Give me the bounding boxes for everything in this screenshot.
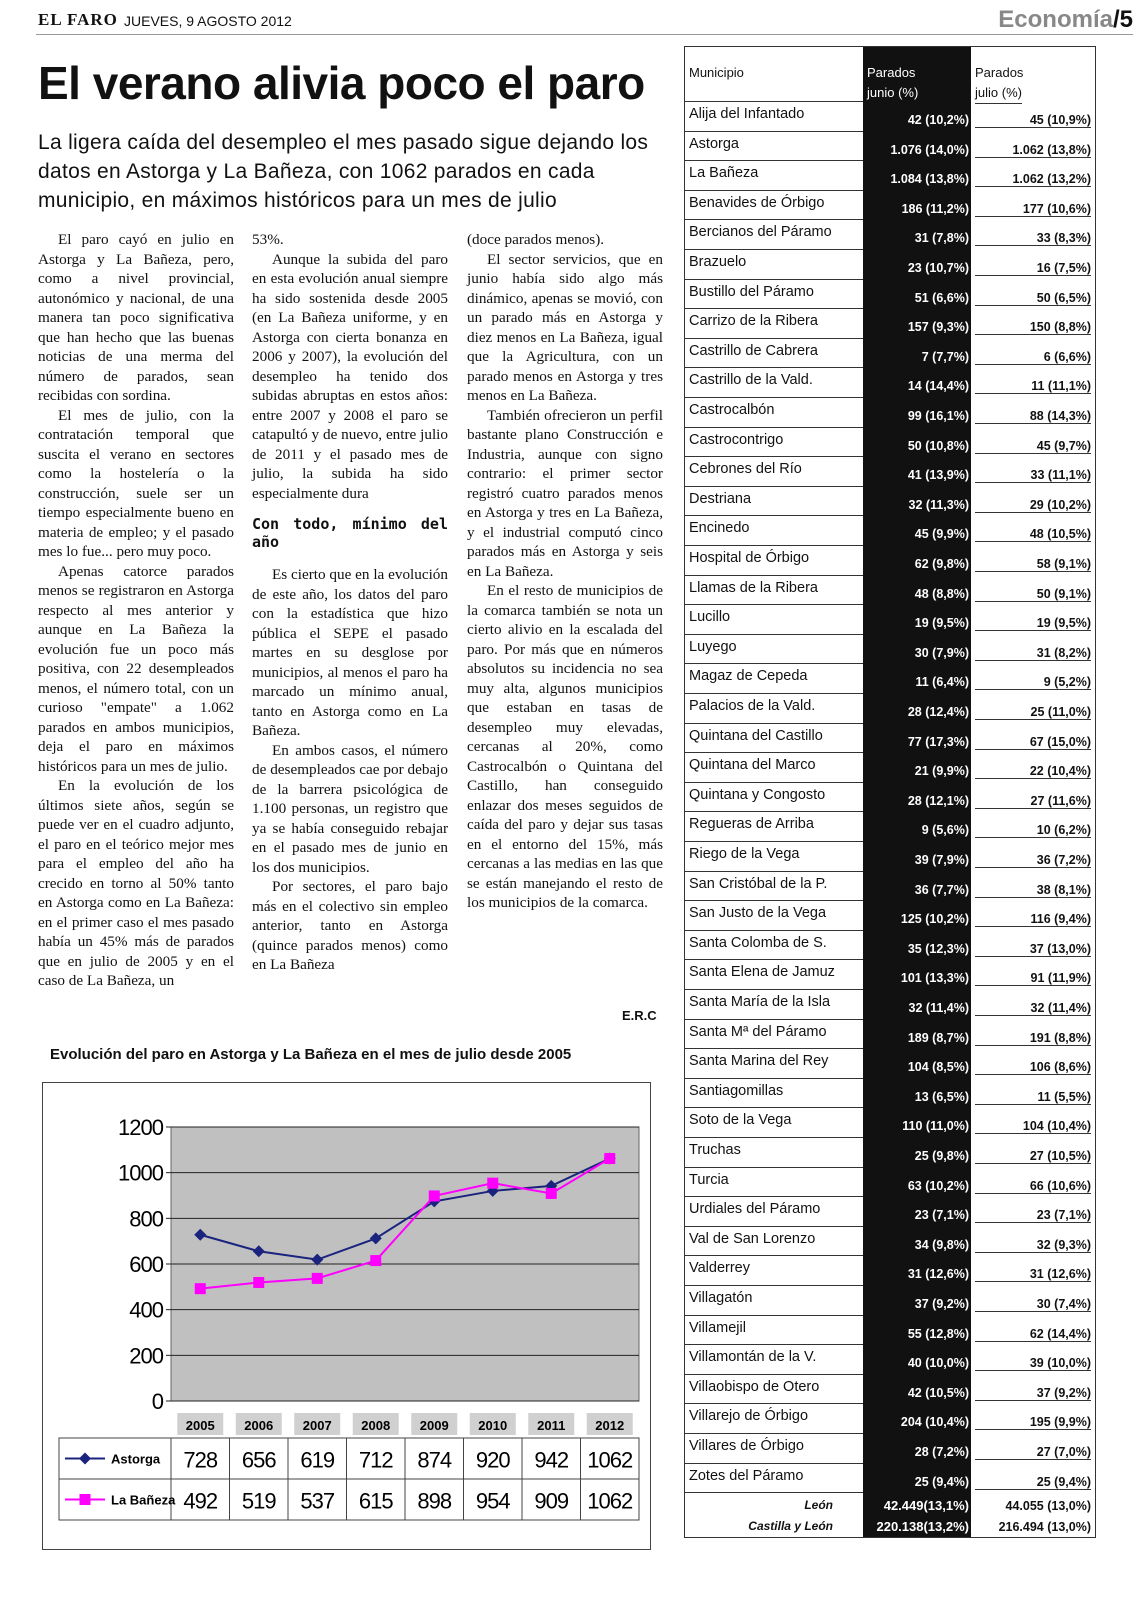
july-value: 45 (10,9%) bbox=[975, 113, 1091, 128]
legend-marker-labaneza bbox=[80, 1494, 91, 1505]
table-row bbox=[685, 456, 1095, 486]
y-tick-label: 1200 bbox=[118, 1115, 163, 1140]
june-value: 77 (17,3%) bbox=[907, 734, 969, 749]
data-point-labaneza bbox=[487, 1178, 498, 1189]
july-value: 66 (10,6%) bbox=[975, 1179, 1091, 1194]
table-row bbox=[685, 871, 1095, 901]
june-value: 32 (11,3%) bbox=[908, 497, 969, 512]
municipality-name: Lucillo bbox=[689, 609, 731, 626]
june-value: 25 (9,8%) bbox=[914, 1149, 969, 1163]
june-value: 1.084 (13,8%) bbox=[890, 172, 969, 187]
paragraph: 53%. bbox=[252, 231, 284, 248]
july-value: 195 (9,9%) bbox=[975, 1415, 1091, 1430]
table-row bbox=[685, 1137, 1095, 1167]
municipality-name: Villamontán de la V. bbox=[689, 1349, 817, 1366]
header-municipio: Municipio bbox=[689, 65, 744, 80]
municipality-name: Soto de la Vega bbox=[689, 1112, 792, 1129]
july-value: 9 (5,2%) bbox=[975, 675, 1091, 690]
july-value: 177 (10,6%) bbox=[975, 202, 1091, 217]
june-value: 13 (6,5%) bbox=[914, 1089, 969, 1104]
june-value: 41 (13,9%) bbox=[907, 468, 969, 483]
legend-marker-astorga bbox=[79, 1453, 91, 1465]
july-value: 1.062 (13,2%) bbox=[975, 172, 1091, 187]
line-chart bbox=[42, 1082, 651, 1550]
table-row bbox=[685, 131, 1095, 161]
table-row bbox=[685, 545, 1095, 575]
paragraph: En el resto de municipios de la comarca también se nota un cierto alivio en la escalada del paro. Por más que en números absolutos su incidencia no sea muy alta, algunos municipios que estaban en tasas de desempleo muy elevadas, cercanas al 20%, como Castrocalbón o Quintana del Castillo, han conseguido enlazar dos meses seguidos de caída del paro y dejar sus tasas en el entorno del 15%, más cercanas a las medias en las que se están manejando el resto de los municipios de la comarca. bbox=[467, 582, 663, 911]
article-column-3 bbox=[467, 230, 663, 913]
table-row bbox=[685, 811, 1095, 841]
june-value: 40 (10,0%) bbox=[907, 1356, 969, 1371]
x-tick-label: 2006 bbox=[244, 1418, 274, 1433]
x-tick-label: 2008 bbox=[361, 1418, 391, 1433]
municipality-name: Llamas de la Ribera bbox=[689, 579, 818, 596]
july-value: 16 (7,5%) bbox=[975, 261, 1091, 276]
july-value: 32 (11,4%) bbox=[975, 1001, 1091, 1016]
municipality-name: San Cristóbal de la P. bbox=[689, 875, 828, 892]
table-row bbox=[685, 1226, 1095, 1256]
july-value: 106 (8,6%) bbox=[975, 1060, 1091, 1075]
data-label: 619 bbox=[300, 1447, 335, 1473]
municipality-name: Villamejil bbox=[689, 1319, 746, 1336]
municipality-name: Riego de la Vega bbox=[689, 846, 800, 862]
municipality-name: Santa Mª del Páramo bbox=[689, 1023, 827, 1040]
july-value: 27 (7,0%) bbox=[975, 1445, 1091, 1460]
data-point-labaneza bbox=[429, 1190, 440, 1201]
july-value: 88 (14,3%) bbox=[975, 409, 1091, 424]
municipality-name: Palacios de la Vald. bbox=[689, 698, 816, 714]
newspaper-name: EL FARO bbox=[38, 10, 118, 29]
july-value: 91 (11,9%) bbox=[975, 971, 1091, 986]
july-value: 31 (12,6%) bbox=[975, 1267, 1091, 1282]
y-tick-label: 800 bbox=[129, 1206, 163, 1232]
july-value: 104 (10,4%) bbox=[975, 1119, 1091, 1134]
june-value: 11 (6,4%) bbox=[915, 675, 969, 690]
june-value: 25 (9,4%) bbox=[914, 1474, 969, 1489]
table-row bbox=[685, 1107, 1095, 1137]
table-row bbox=[685, 575, 1095, 605]
july-value: 6 (6,6%) bbox=[975, 350, 1091, 365]
municipality-name: Santa María de la Isla bbox=[689, 994, 831, 1010]
municipality-name: Valderrey bbox=[689, 1260, 750, 1277]
july-value: 1.062 (13,8%) bbox=[975, 143, 1091, 158]
june-value: 34 (9,8%) bbox=[914, 1237, 969, 1252]
june-value: 39 (7,9%) bbox=[914, 853, 969, 867]
table-row bbox=[685, 930, 1095, 960]
total-july-value: 44.055 (13,0%) bbox=[1005, 1499, 1091, 1514]
june-value: 37 (9,2%) bbox=[914, 1297, 969, 1311]
table-row bbox=[685, 693, 1095, 723]
table-row bbox=[685, 397, 1095, 427]
y-tick-label: 200 bbox=[129, 1343, 163, 1369]
municipality-name: Alija del Infantado bbox=[689, 106, 805, 122]
municipality-name: Castrillo de Cabrera bbox=[689, 342, 818, 359]
july-value: 36 (7,2%) bbox=[975, 853, 1091, 868]
author-signature: E.R.C bbox=[622, 1008, 657, 1023]
total-june-value: 42.449(13,1%) bbox=[883, 1498, 969, 1514]
paragraph: Es cierto que en la evolución de este año, los datos del paro con la estadística que hizo pública el SEPE el pasado martes en su desglose por municipios, al menos el paro ha marcado un mínimo anual, tanto en Astorga como en La Bañeza. bbox=[252, 566, 448, 739]
june-value: 50 (10,8%) bbox=[907, 438, 969, 453]
data-label: 728 bbox=[183, 1447, 218, 1473]
municipality-name: Santa Colomba de S. bbox=[689, 934, 827, 951]
table-row bbox=[685, 752, 1095, 782]
header-junio bbox=[867, 63, 918, 103]
june-value: 23 (10,7%) bbox=[907, 261, 969, 275]
june-value: 104 (8,5%) bbox=[907, 1060, 969, 1075]
municipality-name: Villaobispo de Otero bbox=[689, 1378, 820, 1395]
y-tick-label: 600 bbox=[129, 1252, 163, 1277]
june-value: 42 (10,5%) bbox=[907, 1385, 969, 1400]
municipality-name: Zotes del Páramo bbox=[689, 1467, 804, 1484]
june-value: 32 (11,4%) bbox=[908, 1001, 969, 1015]
total-june-value: 220.138(13,2%) bbox=[876, 1519, 969, 1535]
june-value: 36 (7,7%) bbox=[914, 882, 969, 897]
june-value: 21 (9,9%) bbox=[914, 764, 969, 779]
municipality-name: Quintana y Congosto bbox=[689, 786, 826, 803]
data-label: 898 bbox=[417, 1488, 452, 1514]
section-name: Economía bbox=[998, 6, 1113, 33]
x-tick-label: 2009 bbox=[419, 1418, 449, 1433]
total-july-value: 216.494 (13,0%) bbox=[998, 1520, 1091, 1535]
municipality-name: Cebrones del Río bbox=[689, 461, 802, 478]
municipality-name: Castrocontrigo bbox=[689, 431, 784, 448]
header-julio bbox=[975, 63, 1023, 104]
municipality-name: Benavides de Órbigo bbox=[689, 194, 825, 211]
table-row bbox=[685, 1019, 1095, 1049]
table-row bbox=[685, 249, 1095, 279]
y-tick-label: 1000 bbox=[118, 1160, 163, 1186]
unemployment-table bbox=[684, 46, 1096, 1538]
table-row bbox=[685, 1433, 1095, 1463]
july-value: 58 (9,1%) bbox=[975, 557, 1091, 572]
municipality-name: Turcia bbox=[689, 1171, 729, 1188]
paragraph: También ofrecieron un perfil bastante plano Construcción e Industria, aunque con signo contrario: el primer sector registró cuatro parados menos en Astorga y tres en La Bañeza, y el industrial computó cinco parados más en Astorga y seis en La Bañeza. bbox=[467, 406, 663, 580]
header-junio-line1: Parados bbox=[867, 65, 916, 80]
data-label: 920 bbox=[475, 1447, 510, 1473]
july-value: 50 (6,5%) bbox=[975, 291, 1091, 306]
june-value: 42 (10,2%) bbox=[907, 113, 969, 127]
header-rule bbox=[36, 34, 1133, 35]
y-tick-label: 400 bbox=[129, 1297, 163, 1323]
data-point-labaneza bbox=[546, 1188, 557, 1199]
july-value: 39 (10,0%) bbox=[975, 1356, 1091, 1371]
table-row bbox=[685, 1344, 1095, 1374]
table-row bbox=[685, 1196, 1095, 1226]
municipality-name: Villares de Órbigo bbox=[689, 1438, 804, 1454]
july-value: 37 (13,0%) bbox=[975, 942, 1091, 957]
municipality-name: San Justo de la Vega bbox=[689, 905, 827, 922]
table-row bbox=[685, 1463, 1095, 1493]
table-row bbox=[685, 101, 1095, 131]
issue-date: JUEVES, 9 AGOSTO 2012 bbox=[124, 13, 292, 29]
july-value: 27 (11,6%) bbox=[975, 794, 1091, 809]
table-row bbox=[685, 219, 1095, 249]
municipality-name: Truchas bbox=[689, 1142, 741, 1158]
table-row bbox=[685, 1285, 1095, 1315]
table-row bbox=[685, 367, 1095, 397]
data-label: 874 bbox=[417, 1447, 452, 1473]
july-value: 150 (8,8%) bbox=[975, 320, 1091, 335]
municipality-name: Santa Elena de Jamuz bbox=[689, 964, 835, 981]
data-point-labaneza bbox=[195, 1283, 206, 1294]
june-value: 45 (9,9%) bbox=[914, 527, 969, 542]
article-column-1 bbox=[38, 230, 234, 991]
june-value: 31 (12,6%) bbox=[907, 1267, 969, 1282]
municipality-name: Santa Marina del Rey bbox=[689, 1053, 829, 1070]
july-value: 38 (8,1%) bbox=[975, 883, 1091, 898]
paragraph: Por sectores, el paro bajo más en el colectivo sin empleo anterior, tanto en Astorga (quince parados menos) como en La Bañeza bbox=[252, 878, 448, 973]
table-row bbox=[685, 1374, 1095, 1404]
total-label: Castilla y León bbox=[748, 1519, 833, 1534]
june-value: 31 (7,8%) bbox=[914, 231, 969, 246]
table-row bbox=[685, 515, 1095, 545]
paragraph: Apenas catorce parados menos se registraron en Astorga respecto al mes anterior y aunque en La Bañeza la evolución fue un poco más positiva, con 22 desempleados menos, el número total, con un curioso "empate" a 1.062 parados en ambos municipios, deja el paro en máximos históricos para un mes de julio. bbox=[38, 562, 234, 775]
header-julio-line1: Parados bbox=[975, 65, 1024, 80]
section-label bbox=[998, 6, 1133, 34]
data-label: 909 bbox=[534, 1488, 569, 1514]
july-value: 29 (10,2%) bbox=[975, 498, 1091, 513]
article-subtitle: La ligera caída del desempleo el mes pasado sigue dejando los datos en Astorga y La Bañeza, con 1062 parados en cada municipio, en máximos históricos para un mes de julio bbox=[38, 131, 649, 212]
municipality-name: Castrocalbón bbox=[689, 402, 775, 418]
table-row bbox=[685, 900, 1095, 930]
july-value: 48 (10,5%) bbox=[975, 527, 1091, 542]
july-value: 31 (8,2%) bbox=[975, 646, 1091, 661]
data-label: 519 bbox=[241, 1488, 276, 1514]
y-tick-label: 0 bbox=[151, 1389, 163, 1414]
table-row bbox=[685, 1078, 1095, 1108]
municipality-name: Carrizo de la Ribera bbox=[689, 313, 818, 330]
municipality-name: Destriana bbox=[689, 490, 752, 507]
data-label: 942 bbox=[534, 1447, 569, 1473]
june-value: 110 (11,0%) bbox=[902, 1119, 969, 1134]
data-label: 537 bbox=[300, 1488, 335, 1514]
municipality-name: Hospital de Órbigo bbox=[689, 550, 810, 566]
data-point-labaneza bbox=[253, 1277, 264, 1288]
paragraph: El sector servicios, que en junio había sido algo más dinámico, apenas se movió, con un parado más en Astorga y diez menos en La Bañeza, igual que la Agricultura, con un parado menos en Astorga y tres menos en La Bañeza. bbox=[467, 250, 663, 404]
header-junio-line2: junio (%) bbox=[867, 85, 919, 100]
june-value: 55 (12,8%) bbox=[907, 1326, 969, 1341]
data-label: 615 bbox=[358, 1488, 393, 1514]
row-divider bbox=[685, 1492, 863, 1493]
table-row bbox=[685, 338, 1095, 368]
july-value: 37 (9,2%) bbox=[975, 1386, 1091, 1401]
data-label: 712 bbox=[358, 1447, 393, 1473]
table-row bbox=[685, 486, 1095, 516]
data-point-labaneza bbox=[370, 1255, 381, 1266]
june-value: 35 (12,3%) bbox=[907, 941, 969, 956]
june-value: 30 (7,9%) bbox=[914, 645, 969, 660]
municipality-name: Villarejo de Órbigo bbox=[689, 1408, 809, 1425]
table-row bbox=[685, 1167, 1095, 1197]
june-value: 51 (6,6%) bbox=[914, 290, 969, 305]
june-value: 19 (9,5%) bbox=[914, 616, 969, 631]
table-row bbox=[685, 427, 1095, 457]
paragraph: Aunque la subida del paro en esta evolución anual siempre ha sido sostenida desde 2005 (en La Bañeza uniforme, y en Astorga con cierta bonanza en 2006 y 2007), la evolución del desempleo ha tenido dos subidas abruptas en estos años: entre 2007 y 2008 el paro se catapultó y de nuevo, entre julio de 2011 y el pasado mes de julio, la subida ha sido especialmente dura bbox=[252, 250, 448, 502]
municipality-name: Bustillo del Páramo bbox=[689, 283, 814, 300]
july-value: 25 (11,0%) bbox=[975, 705, 1091, 720]
june-value: 189 (8,7%) bbox=[907, 1030, 969, 1045]
june-value: 186 (11,2%) bbox=[901, 201, 969, 216]
table-row bbox=[685, 634, 1095, 664]
article-subhead: Con todo, mínimo del año bbox=[252, 515, 448, 551]
june-value: 9 (5,6%) bbox=[921, 823, 969, 838]
table-row bbox=[685, 190, 1095, 220]
july-value: 116 (9,4%) bbox=[975, 912, 1091, 927]
july-value: 27 (10,5%) bbox=[975, 1149, 1091, 1164]
july-value: 23 (7,1%) bbox=[975, 1208, 1091, 1223]
table-row bbox=[685, 663, 1095, 693]
july-value: 62 (14,4%) bbox=[975, 1327, 1091, 1342]
july-value: 50 (9,1%) bbox=[975, 587, 1091, 602]
data-point-labaneza bbox=[312, 1273, 323, 1284]
x-tick-label: 2005 bbox=[185, 1418, 215, 1433]
municipality-name: La Bañeza bbox=[689, 165, 759, 182]
june-value: 157 (9,3%) bbox=[907, 320, 969, 335]
june-value: 28 (7,2%) bbox=[914, 1445, 969, 1459]
june-value: 28 (12,4%) bbox=[907, 705, 969, 719]
july-value: 25 (9,4%) bbox=[975, 1475, 1091, 1490]
legend-label: La Bañeza bbox=[111, 1492, 176, 1508]
municipality-name: Santiagomillas bbox=[689, 1082, 784, 1099]
july-value: 33 (8,3%) bbox=[975, 231, 1091, 246]
table-row bbox=[685, 1255, 1095, 1285]
page-header bbox=[38, 6, 1133, 34]
municipality-name: Encinedo bbox=[689, 520, 750, 537]
municipality-name: Quintana del Castillo bbox=[689, 727, 823, 744]
x-tick-label: 2007 bbox=[302, 1418, 332, 1433]
july-value: 22 (10,4%) bbox=[975, 764, 1091, 779]
chart-title: Evolución del paro en Astorga y La Bañeza en el mes de julio desde 2005 bbox=[50, 1046, 572, 1063]
june-value: 63 (10,2%) bbox=[907, 1178, 969, 1193]
july-value: 11 (5,5%) bbox=[975, 1090, 1091, 1105]
x-tick-label: 2011 bbox=[537, 1418, 566, 1433]
june-value: 62 (9,8%) bbox=[914, 557, 969, 571]
june-value: 28 (12,1%) bbox=[907, 793, 969, 808]
july-value: 10 (6,2%) bbox=[975, 823, 1091, 838]
june-value: 23 (7,1%) bbox=[914, 1208, 969, 1223]
june-value: 125 (10,2%) bbox=[900, 912, 969, 927]
paragraph: El mes de julio, con la contratación temporal que suscita el verano en sectores como la hostelería o la construcción, suele ser un tiempo especialmente bueno en materia de empleo; y el pasado mes lo fue... pero muy poco. bbox=[38, 406, 234, 560]
total-row bbox=[685, 1496, 1095, 1517]
header-julio-line2: julio (%) bbox=[975, 83, 1022, 104]
table-row bbox=[685, 1315, 1095, 1345]
july-value: 19 (9,5%) bbox=[975, 616, 1091, 631]
july-value: 45 (9,7%) bbox=[975, 439, 1091, 454]
july-value: 32 (9,3%) bbox=[975, 1238, 1091, 1253]
paragraph: (doce parados menos). bbox=[467, 231, 605, 248]
total-label: León bbox=[804, 1498, 833, 1513]
june-value: 7 (7,7%) bbox=[921, 349, 969, 364]
data-label: 492 bbox=[183, 1488, 218, 1514]
table-row bbox=[685, 1403, 1095, 1433]
july-value: 30 (7,4%) bbox=[975, 1297, 1091, 1312]
table-row bbox=[685, 160, 1095, 190]
municipality-name: Castrillo de la Vald. bbox=[689, 372, 813, 389]
june-value: 1.076 (14,0%) bbox=[890, 142, 969, 157]
data-point-labaneza bbox=[604, 1153, 615, 1164]
june-value: 48 (8,8%) bbox=[914, 586, 969, 601]
june-value: 101 (13,3%) bbox=[900, 971, 969, 986]
municipality-name: Astorga bbox=[689, 135, 739, 152]
municipality-name: Bercianos del Páramo bbox=[689, 224, 832, 241]
municipality-name: Villagatón bbox=[689, 1290, 753, 1306]
june-value: 14 (14,4%) bbox=[907, 379, 969, 394]
page-number: /5 bbox=[1112, 6, 1133, 33]
municipality-name: Brazuelo bbox=[689, 254, 747, 270]
june-value: 204 (10,4%) bbox=[900, 1415, 969, 1430]
municipality-name: Urdiales del Páramo bbox=[689, 1201, 821, 1218]
paragraph: En la evolución de los últimos siete años, según se puede ver en el cuadro adjunto, el paro en el teórico mejor mes para el empleo del año ha crecido en torno al 50% tanto en Astorga como en La Bañeza: en el primer caso el mes pasado había un 45% más de parados que en julio de 2005 y en el caso de La Bañeza, un bbox=[38, 777, 234, 989]
table-row bbox=[685, 723, 1095, 753]
july-value: 191 (8,8%) bbox=[975, 1031, 1091, 1046]
paragraph: En ambos casos, el número de desempleados cae por debajo de la barrera psicológica de 1.100 personas, un registro que ya se había conseguido rebajar en el pasado mes de junio en los dos municipios. bbox=[252, 741, 448, 876]
data-label: 656 bbox=[241, 1447, 276, 1473]
july-value: 67 (15,0%) bbox=[975, 735, 1091, 750]
july-value: 33 (11,1%) bbox=[975, 468, 1091, 483]
data-label: 954 bbox=[475, 1488, 510, 1514]
table-row bbox=[685, 1048, 1095, 1078]
table-row bbox=[685, 308, 1095, 338]
total-row bbox=[685, 1517, 1095, 1538]
table-row bbox=[685, 604, 1095, 634]
article-title: El verano alivia poco el paro bbox=[38, 57, 645, 109]
table-row bbox=[685, 959, 1095, 989]
data-label: 1062 bbox=[587, 1488, 633, 1514]
chart-svg bbox=[43, 1083, 650, 1549]
july-value: 11 (11,1%) bbox=[975, 379, 1091, 394]
table-row bbox=[685, 782, 1095, 812]
municipality-name: Regueras de Arriba bbox=[689, 816, 814, 833]
table-row bbox=[685, 989, 1095, 1019]
municipality-name: Luyego bbox=[689, 638, 737, 655]
table-row bbox=[685, 279, 1095, 309]
x-tick-label: 2012 bbox=[595, 1418, 625, 1433]
table-row bbox=[685, 841, 1095, 871]
paragraph: El paro cayó en julio en Astorga y La Bañeza, pero, como a nivel provincial, autonómico y nacional, de una manera tan poco significativa que han hecho que las buenas noticias de una merma del número de parados, sean recibidas con sordina. bbox=[38, 231, 234, 404]
x-tick-label: 2010 bbox=[478, 1418, 508, 1433]
legend-label: Astorga bbox=[111, 1451, 161, 1467]
data-label: 1062 bbox=[587, 1447, 633, 1473]
article-column-2 bbox=[252, 230, 448, 975]
june-value: 99 (16,1%) bbox=[907, 409, 969, 423]
municipality-name: Quintana del Marco bbox=[689, 757, 816, 774]
municipality-name: Val de San Lorenzo bbox=[689, 1230, 816, 1247]
municipality-name: Magaz de Cepeda bbox=[689, 668, 808, 685]
